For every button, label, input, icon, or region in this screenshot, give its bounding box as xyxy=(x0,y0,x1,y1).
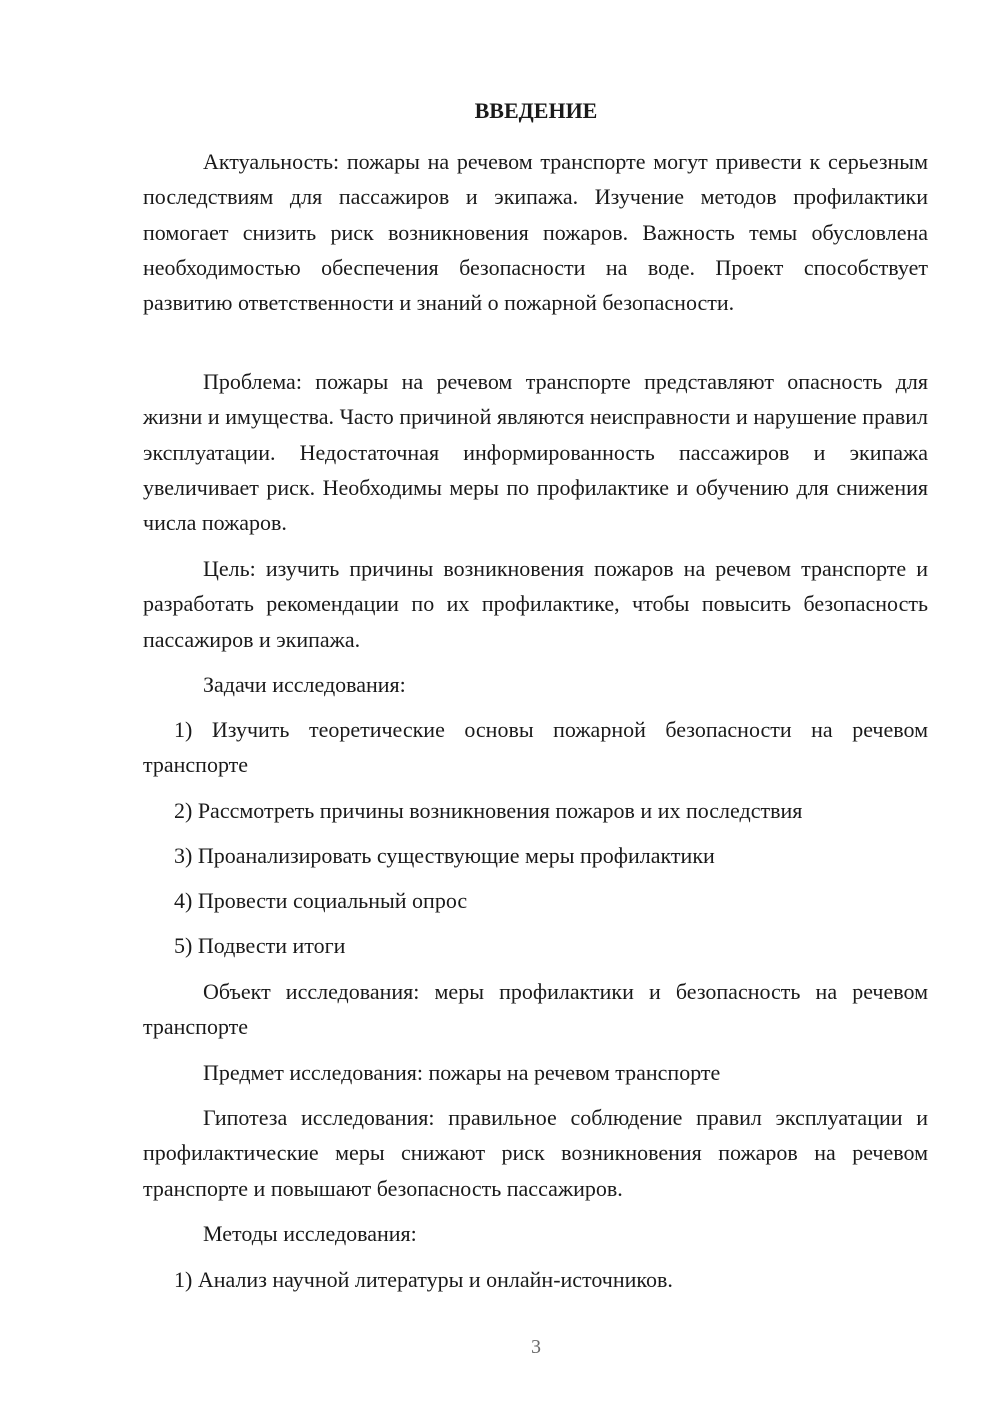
task-item-3: 3) Проанализировать существующие меры профилактики xyxy=(174,843,715,868)
problem-paragraph: Проблема: пожары на речевом транспорте представляют опасность для жизни и имущества. Часто причиной являются неисправности и нарушение правил эксплуатации. Недостаточная информированность пассажиров и экипажа увеличивает риск. Необходимы меры по профилактике и обучению для снижения числа пожаров. xyxy=(143,369,928,536)
method-item-1: 1) Анализ научной литературы и онлайн-источников. xyxy=(174,1267,673,1292)
task-item-2: 2) Рассмотреть причины возникновения пожаров и их последствия xyxy=(174,798,803,823)
page-number: 3 xyxy=(531,1336,541,1358)
subject-paragraph: Предмет исследования: пожары на речевом транспорте xyxy=(203,1060,721,1085)
goal-paragraph: Цель: изучить причины возникновения пожаров на речевом транспорте и разработать рекомендации по их профилактике, чтобы повысить безопасность пассажиров и экипажа. xyxy=(143,556,928,652)
methods-heading: Методы исследования: xyxy=(203,1221,417,1246)
hypothesis-paragraph: Гипотеза исследования: правильное соблюдение правил эксплуатации и профилактические меры снижают риск возникновения пожаров на речевом транспорте и повышают безопасность пассажиров. xyxy=(143,1105,928,1201)
tasks-heading: Задачи исследования: xyxy=(203,672,406,697)
task-item-5: 5) Подвести итоги xyxy=(174,933,346,958)
object-paragraph: Объект исследования: меры профилактики и безопасность на речевом транспорте xyxy=(143,979,928,1040)
relevance-paragraph: Актуальность: пожары на речевом транспорте могут привести к серьезным последствиям для пассажиров и экипажа. Изучение методов профилактики помогает снизить риск возникновения пожаров. Важность темы обусловлена необходимостью обеспечения безопасности на воде. Проект способствует развитию ответственности и знаний о пожарной безопасности. xyxy=(143,149,928,316)
task-item-1: 1) Изучить теоретические основы пожарной безопасности на речевом транспорте xyxy=(143,717,928,778)
page-title: ВВЕДЕНИЕ xyxy=(474,98,598,123)
task-item-4: 4) Провести социальный опрос xyxy=(174,888,468,913)
